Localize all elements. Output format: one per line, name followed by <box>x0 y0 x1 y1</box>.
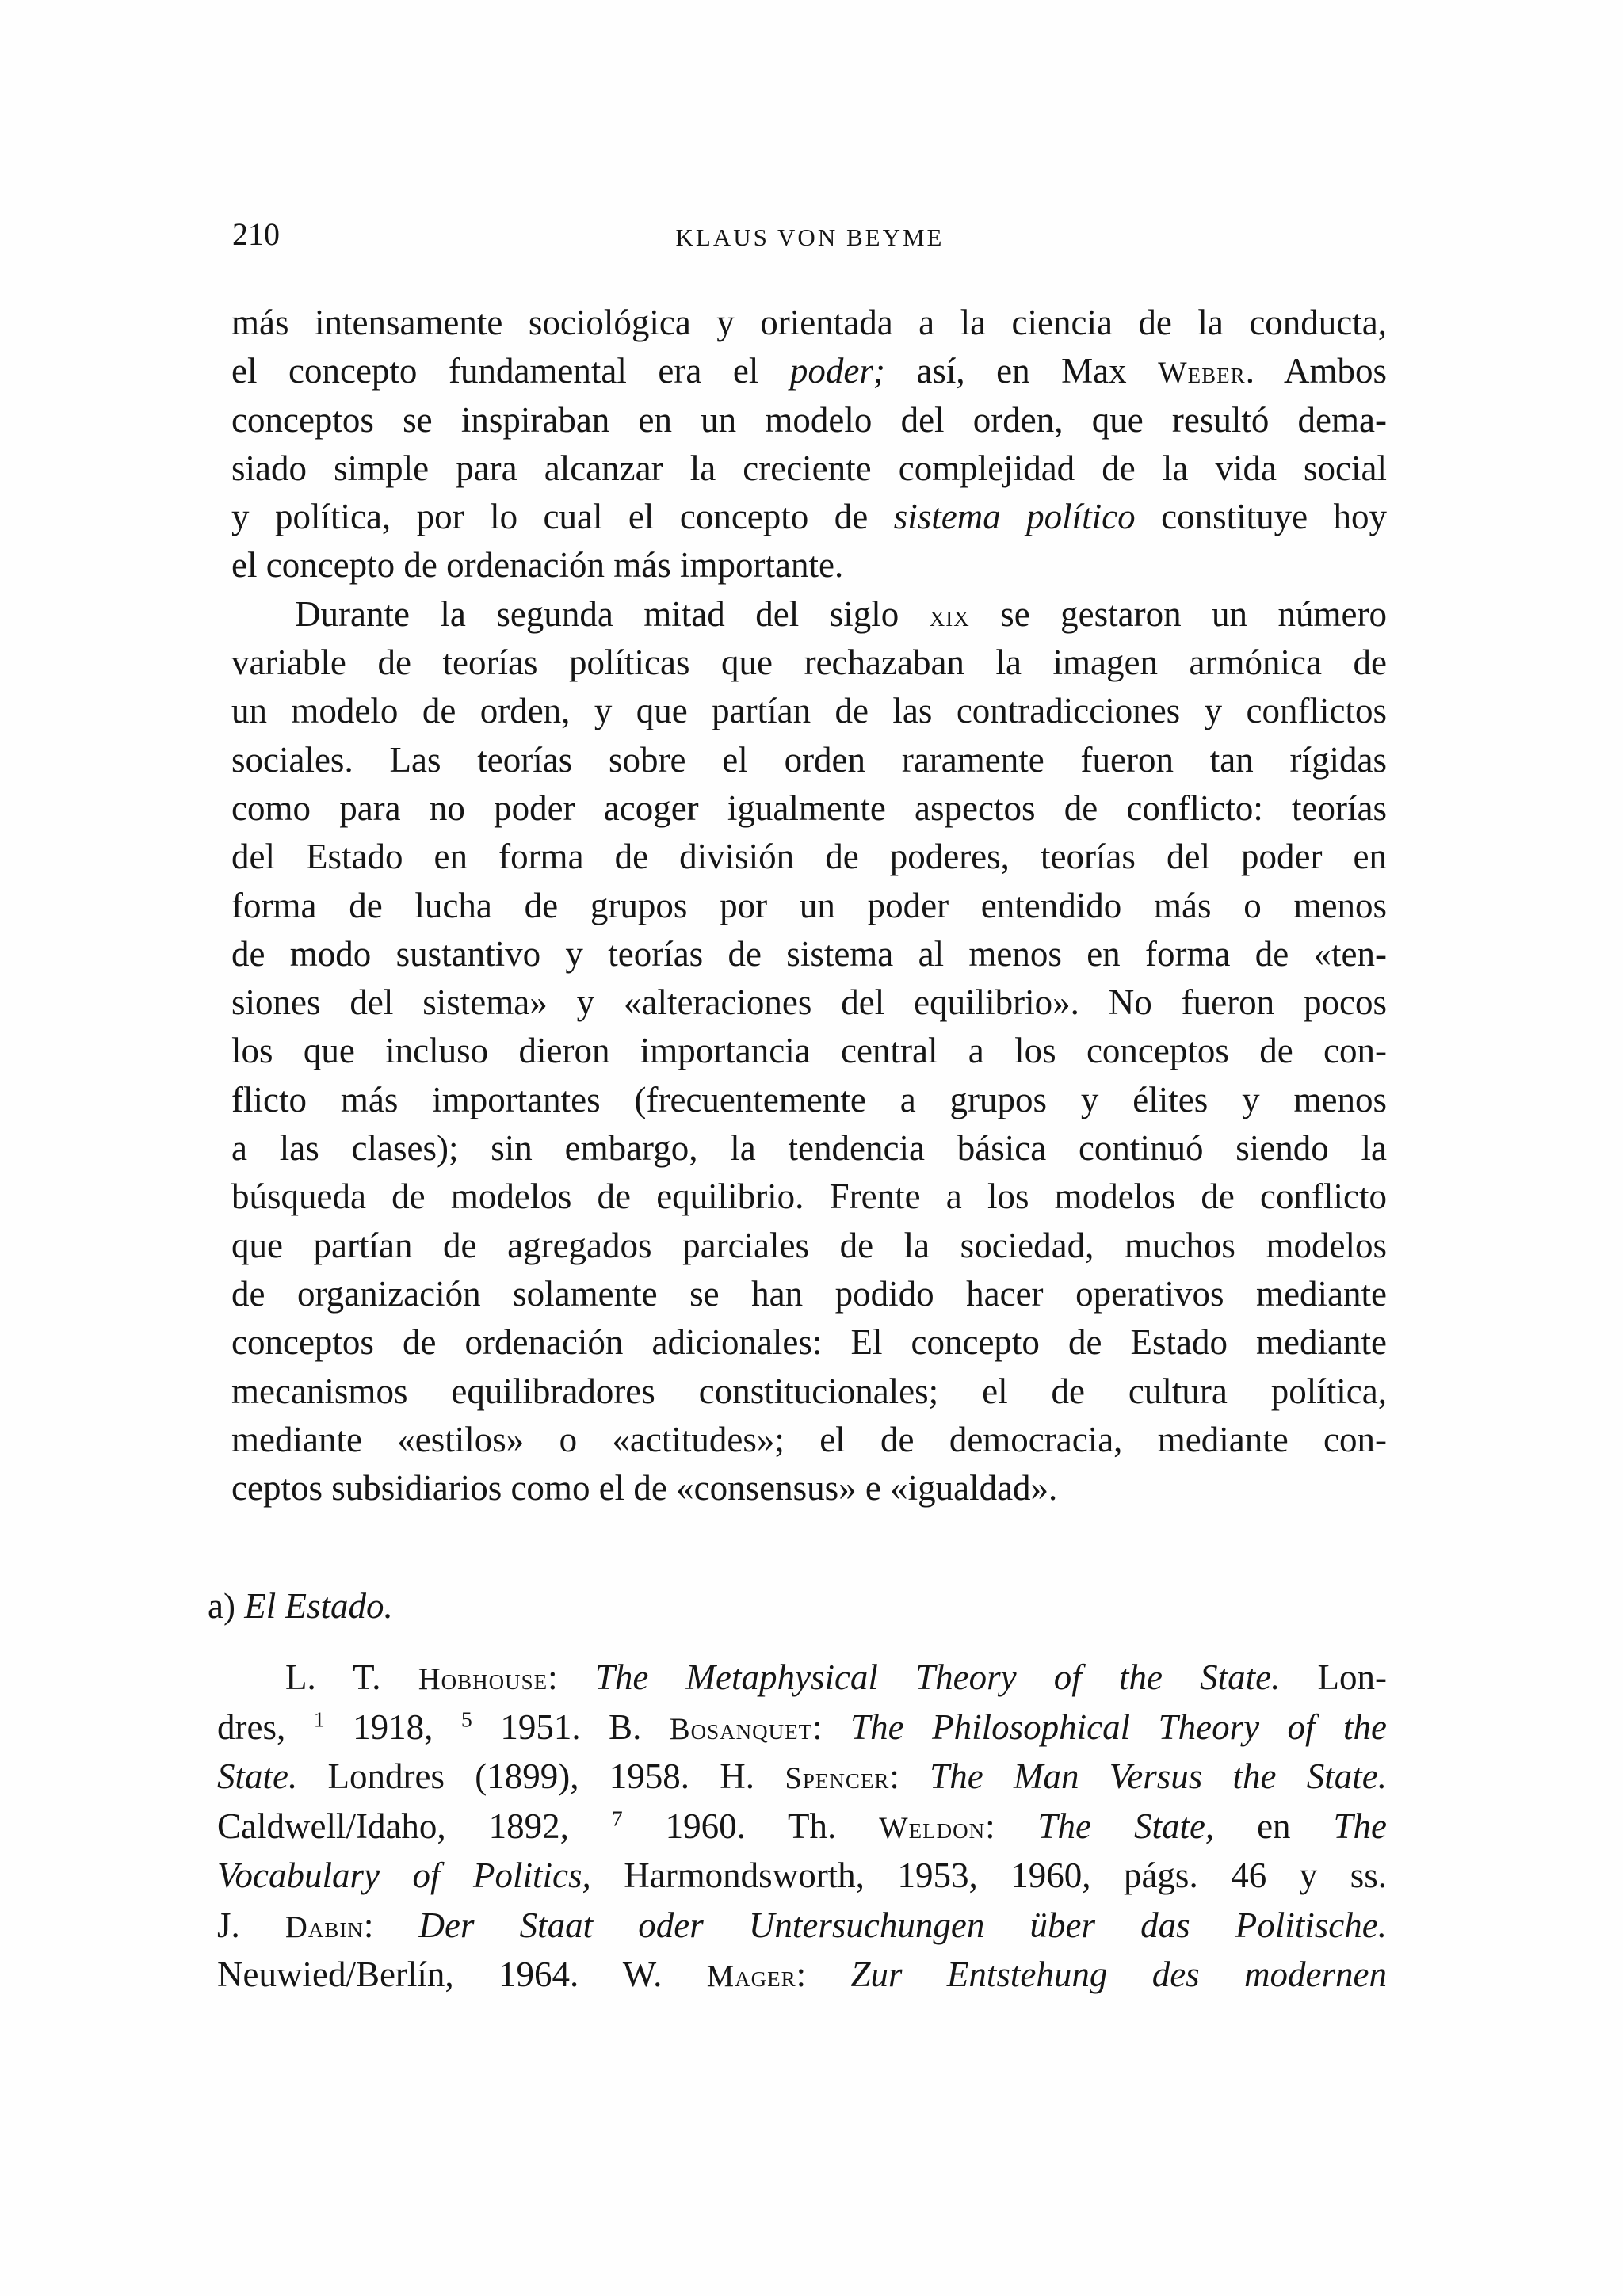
author-name: Bosanquet <box>669 1712 813 1746</box>
book-title: The State, <box>1037 1806 1215 1846</box>
bibliography-line: L. T. Hobhouse: The Metaphysical Theory of the State. Lon- <box>285 1657 1387 1697</box>
bibliography-line: Neuwied/Berlín, 1964. W. Mager: Zur Entstehung des modernen <box>217 1955 1387 1994</box>
book-title: Zur Entstehung des modernen <box>850 1955 1387 1994</box>
book-title: The Philosophical Theory of the <box>850 1707 1388 1747</box>
book-title: State. <box>217 1756 298 1796</box>
text-line: el concepto de ordenación más importante. <box>231 545 844 585</box>
section-title: El Estado. <box>244 1586 393 1626</box>
book-title: The Metaphysical Theory of the State. <box>594 1657 1281 1697</box>
text-line: mecanismos equilibradores constitucionales; el de cultura política, <box>231 1371 1387 1411</box>
text-line: siones del sistema» y «alteraciones del equilibrio». No fueron pocos <box>231 982 1387 1023</box>
edition-number: 5 <box>460 1707 472 1733</box>
text-line: como para no poder acoger igualmente aspectos de conflicto: teorías <box>231 788 1387 828</box>
text-line: y política, por lo cual el concepto de sistema político constituye hoy <box>231 497 1388 537</box>
author-name: Weber <box>1158 357 1246 391</box>
book-title: Vocabulary of Politics, <box>217 1855 591 1895</box>
text-line: de modo sustantivo y teorías de sistema al menos en forma de «ten- <box>231 933 1387 974</box>
page-header <box>232 212 1388 260</box>
text-line: mediante «estilos» o «actitudes»; el de democracia, mediante con- <box>231 1419 1387 1459</box>
section-heading <box>208 1582 393 1630</box>
book-title: The Man Versus the State. <box>930 1756 1387 1796</box>
author-name: Weldon <box>879 1811 986 1845</box>
text-line: conceptos se inspiraban en un modelo del orden, que resultó dema- <box>231 399 1387 440</box>
running-head: KLAUS VON BEYME <box>675 223 945 251</box>
text-line: los que incluso dieron importancia central a los conceptos de con- <box>231 1031 1387 1071</box>
author-name: Mager <box>706 1960 796 1993</box>
text-line: conceptos de ordenación adicionales: El concepto de Estado mediante <box>231 1322 1387 1363</box>
paragraph <box>231 590 1387 1513</box>
bibliography-line: Caldwell/Idaho, 1892, $^7$ 1960. Th. Weldon: The State, en The <box>217 1806 1387 1846</box>
section-marker: a) <box>208 1586 235 1626</box>
text-line: de organización solamente se han podido hacer operativos mediante <box>231 1273 1387 1314</box>
text-line: más intensamente sociológica y orientada a la ciencia de la conducta, <box>231 303 1387 342</box>
text-line: el concepto fundamental era el poder; así, en Max Weber. Ambos <box>231 351 1387 391</box>
edition-number: 7 <box>611 1806 623 1832</box>
bibliography-line: J. Dabin: Der Staat oder Untersuchungen über das Politische. <box>217 1905 1388 1945</box>
text-line: a las clases); sin embargo, la tendencia básica continuó siendo la <box>231 1128 1387 1169</box>
bibliography-line: Vocabulary of Politics, Harmondsworth, 1953, 1960, págs. 46 y ss. <box>217 1855 1387 1895</box>
paragraph <box>231 299 1387 590</box>
body-text <box>231 299 1387 1512</box>
italic-term: poder; <box>789 351 885 391</box>
text-line: siado simple para alcanzar la creciente complejidad de la vida social <box>231 448 1387 488</box>
roman-numeral: xix <box>929 599 970 633</box>
bibliography-line: dres, $^1$ 1918, $^5$ 1951. B. Bosanquet: The Philosophical Theory of the <box>217 1707 1388 1747</box>
author-name: Dabin <box>285 1910 364 1944</box>
text-line: búsqueda de modelos de equilibrio. Frente a los modelos de conflicto <box>231 1177 1387 1217</box>
text-line: variable de teorías políticas que rechazaban la imagen armónica de <box>231 643 1387 683</box>
text-line: del Estado en forma de división de poderes, teorías del poder en <box>231 837 1387 877</box>
text-line: Durante la segunda mitad del siglo xix se gestaron un número <box>295 593 1387 634</box>
italic-term: sistema político <box>893 497 1136 537</box>
book-title: Der Staat oder Untersuchungen über das Politische. <box>418 1905 1388 1945</box>
text-line: ceptos subsidiarios como el de «consensus» e «igualdad». <box>231 1468 1058 1508</box>
text-line: que partían de agregados parciales de la sociedad, muchos modelos <box>231 1225 1387 1265</box>
text-line: forma de lucha de grupos por un poder entendido más o menos <box>231 885 1387 925</box>
author-name: Spencer <box>785 1762 890 1795</box>
bibliography <box>217 1653 1387 2000</box>
book-title: The <box>1333 1806 1387 1846</box>
bibliography-line: State. Londres (1899), 1958. H. Spencer: The Man Versus the State. <box>217 1756 1387 1796</box>
text-line: flicto más importantes (frecuentemente a grupos y élites y menos <box>231 1079 1387 1119</box>
edition-number: 1 <box>313 1707 325 1733</box>
text-line: sociales. Las teorías sobre el orden raramente fueron tan rígidas <box>231 739 1387 780</box>
author-name: Hobhouse <box>418 1663 548 1696</box>
text-line: un modelo de orden, y que partían de las contradicciones y conflictos <box>231 691 1387 731</box>
page-number: 210 <box>232 216 280 252</box>
